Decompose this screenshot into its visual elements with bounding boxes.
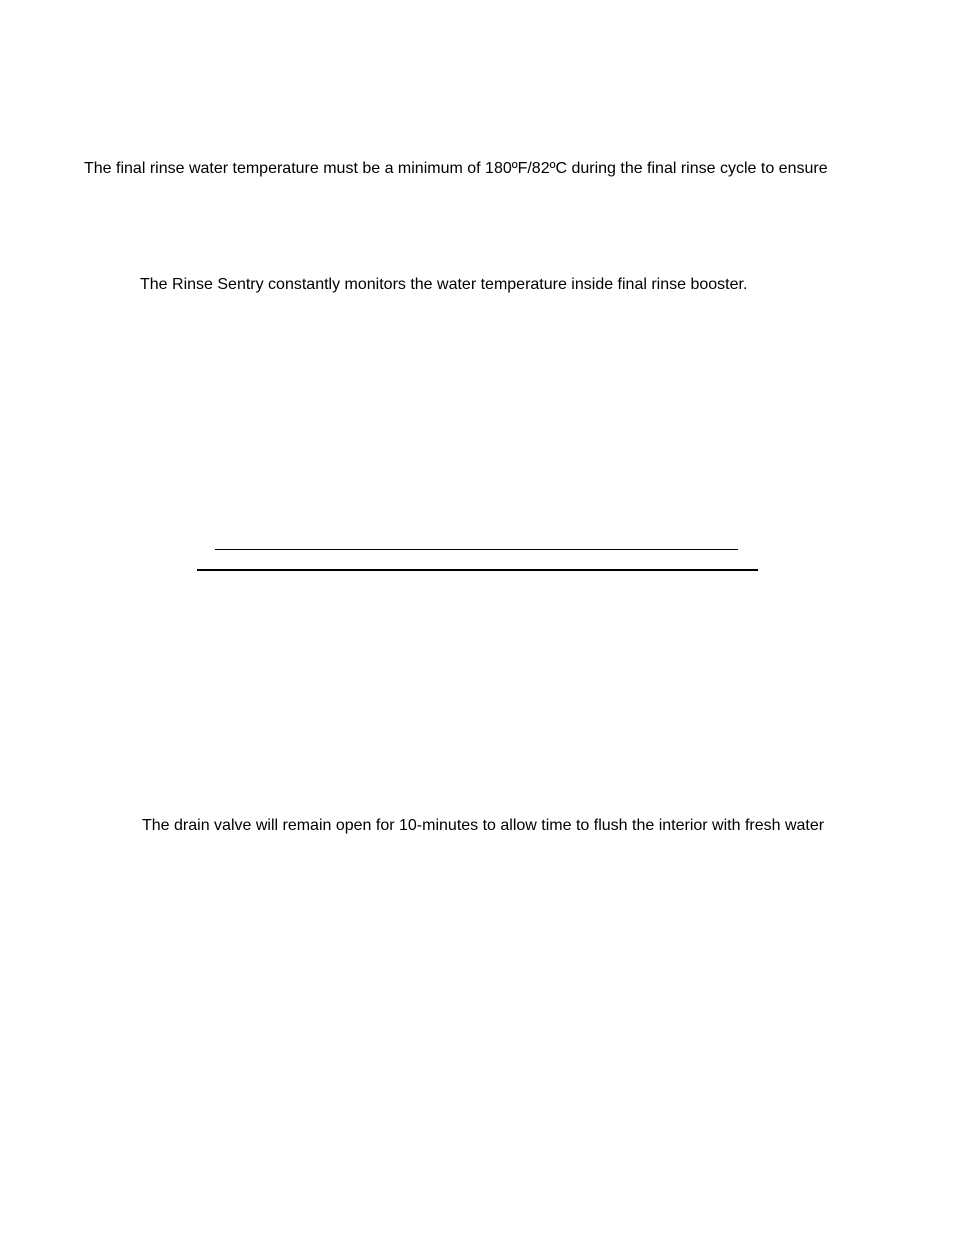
paragraph-final-rinse-temperature: The final rinse water temperature must be a minimum of 180ºF/82ºC during the final rinse cycle to ensure <box>84 160 828 177</box>
paragraph-rinse-sentry: The Rinse Sentry constantly monitors the water temperature inside final rinse booster. <box>140 276 748 293</box>
paragraph-drain-valve: The drain valve will remain open for 10-minutes to allow time to flush the interior with fresh water <box>142 817 825 834</box>
horizontal-rule-thin <box>215 549 738 550</box>
horizontal-rule-thick <box>197 569 758 571</box>
